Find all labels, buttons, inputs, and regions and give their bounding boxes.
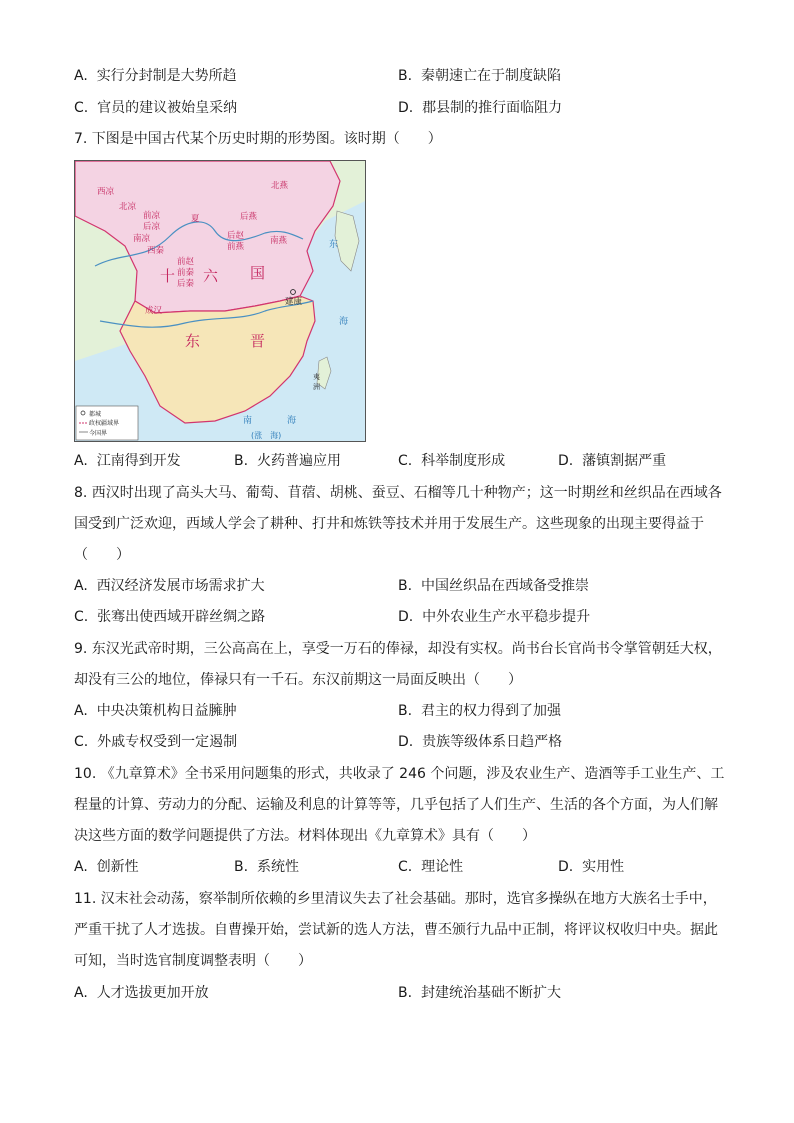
label-xia: 夏 bbox=[191, 214, 200, 224]
option-letter: B. bbox=[398, 703, 413, 719]
label-nanliang: 南凉 bbox=[133, 234, 151, 244]
q8-stem-line-3: （ ） bbox=[74, 547, 130, 563]
option-letter: C. bbox=[74, 100, 89, 116]
option-letter: C. bbox=[74, 734, 89, 750]
q11-stem-line-2: 严重干扰了人才选拔。自曹操开始，尝试新的选人方法，曹丕颁行九品中正制，将评议权收归中央。据此 bbox=[74, 922, 718, 938]
option-text: 藩镇割据严重 bbox=[582, 453, 667, 469]
label-shiliuguo-1: 十 bbox=[160, 267, 176, 285]
label-xiliang: 西凉 bbox=[97, 187, 115, 197]
option-letter: A. bbox=[74, 859, 88, 875]
q9-stem-line-2: 却没有三公的地位，俸禄只有一千石。东汉前期这一局面反映出（ ） bbox=[74, 672, 522, 688]
option-text: 理论性 bbox=[421, 859, 464, 875]
option-letter: D. bbox=[398, 734, 414, 750]
label-qianzhao: 前赵 bbox=[177, 257, 195, 267]
map-svg bbox=[75, 161, 365, 441]
label-dongjin-2: 晋 bbox=[250, 332, 266, 350]
label-beiliang: 北凉 bbox=[119, 202, 137, 212]
peninsula bbox=[335, 211, 359, 271]
label-qianyan: 前燕 bbox=[227, 242, 245, 252]
q8-option-d[interactable] bbox=[398, 607, 590, 627]
q6-option-c[interactable] bbox=[74, 98, 237, 118]
option-letter: C. bbox=[398, 453, 413, 469]
option-text: 中央决策机构日益臃肿 bbox=[96, 703, 237, 719]
q6-option-d[interactable] bbox=[398, 98, 562, 118]
option-letter: C. bbox=[74, 609, 89, 625]
q9-option-c[interactable] bbox=[74, 732, 237, 752]
option-letter: D. bbox=[398, 609, 414, 625]
option-letter: B. bbox=[234, 859, 249, 875]
option-text: 人才选拔更加开放 bbox=[96, 985, 209, 1001]
option-text: 江南得到开发 bbox=[96, 453, 181, 469]
option-text: 火药普遍应用 bbox=[256, 453, 341, 469]
q10-option-a[interactable] bbox=[74, 857, 139, 877]
q10-option-b[interactable] bbox=[234, 857, 299, 877]
q8-option-b[interactable] bbox=[398, 576, 589, 596]
q9-option-a[interactable] bbox=[74, 701, 237, 721]
label-qianqin: 前秦 bbox=[177, 268, 195, 278]
label-chenghan: 成汉 bbox=[145, 306, 163, 316]
label-yizhou-2: 洲 bbox=[313, 383, 320, 391]
q10-stem-line-2: 程量的计算、劳动力的分配、运输及利息的计算等等，几乎包括了人们生产、生活的各个方面，为人们解 bbox=[74, 797, 718, 813]
q8-stem-line-1: 8. 西汉时出现了高头大马、葡萄、苜蓿、胡桃、蚕豆、石榴等几十种物产；这一时期丝和丝织品在西域各 bbox=[74, 485, 722, 501]
label-xiqin: 西秦 bbox=[147, 246, 165, 256]
q10-stem-line-1: 10. 《九章算术》全书采用问题集的形式，共收录了 246 个问题，涉及农业生产、造酒等手工业生产、工 bbox=[74, 766, 725, 782]
legend-regime-border: 政权疆域界 bbox=[89, 420, 120, 427]
option-letter: A. bbox=[74, 453, 88, 469]
label-houliang: 后凉 bbox=[143, 222, 161, 232]
historical-map bbox=[74, 160, 366, 442]
label-yizhou-1: 夷 bbox=[313, 373, 320, 381]
label-nanhai-1: 南 bbox=[243, 416, 253, 426]
q6-option-a[interactable] bbox=[74, 66, 237, 86]
option-letter: B. bbox=[398, 578, 413, 594]
option-text: 张骞出使西域开辟丝绸之路 bbox=[97, 609, 266, 625]
label-shiliuguo-3: 国 bbox=[250, 264, 266, 282]
q8-option-a[interactable] bbox=[74, 576, 265, 596]
q9-option-d[interactable] bbox=[398, 732, 562, 752]
q10-option-d[interactable] bbox=[558, 857, 624, 877]
option-letter: A. bbox=[74, 68, 88, 84]
q11-option-a[interactable] bbox=[74, 983, 209, 1003]
q10-stem-line-3: 决这些方面的数学问题提供了方法。材料体现出《九章算术》具有（ ） bbox=[74, 828, 536, 844]
q8-option-c[interactable] bbox=[74, 607, 265, 627]
q7-stem: 7. 下图是中国古代某个历史时期的形势图。该时期（ ） bbox=[74, 131, 442, 147]
label-nanyan: 南燕 bbox=[270, 236, 288, 246]
label-jiankang: 建康 bbox=[285, 297, 303, 307]
label-donghai-2: 海 bbox=[339, 317, 349, 327]
q11-option-b[interactable] bbox=[398, 983, 561, 1003]
label-donghai-1: 东 bbox=[329, 240, 339, 250]
option-letter: D. bbox=[398, 100, 414, 116]
legend-modern-border: 今国界 bbox=[89, 430, 108, 437]
option-letter: D. bbox=[558, 859, 574, 875]
label-nanhai-2: 海 bbox=[287, 416, 297, 426]
option-letter: A. bbox=[74, 578, 88, 594]
option-text: 外戚专权受到一定遏制 bbox=[97, 734, 238, 750]
label-zhanghai: (涨 海) bbox=[251, 431, 282, 440]
label-houzhao: 后赵 bbox=[227, 231, 245, 241]
q11-stem-line-3: 可知，当时选官制度调整表明（ ） bbox=[74, 953, 312, 969]
q7-option-b[interactable] bbox=[234, 451, 341, 471]
q7-option-c[interactable] bbox=[398, 451, 505, 471]
q7-option-d[interactable] bbox=[558, 451, 666, 471]
q8-stem-line-2: 国受到广泛欢迎，西域人学会了耕种、打井和炼铁等技术并用于发展生产。这些现象的出现主要得益于 bbox=[74, 516, 704, 532]
option-text: 官员的建议被始皇采纳 bbox=[97, 100, 238, 116]
option-letter: A. bbox=[74, 985, 88, 1001]
option-letter: A. bbox=[74, 703, 88, 719]
option-text: 西汉经济发展市场需求扩大 bbox=[96, 578, 265, 594]
option-text: 创新性 bbox=[96, 859, 139, 875]
legend-capital: 都城 bbox=[89, 411, 102, 418]
q10-option-c[interactable] bbox=[398, 857, 463, 877]
option-letter: C. bbox=[398, 859, 413, 875]
option-text: 科举制度形成 bbox=[421, 453, 506, 469]
option-text: 实用性 bbox=[582, 859, 625, 875]
label-dongjin-1: 东 bbox=[185, 332, 201, 350]
label-houqin: 后秦 bbox=[177, 279, 195, 289]
option-text: 封建统治基础不断扩大 bbox=[420, 985, 561, 1001]
label-shiliuguo-2: 六 bbox=[203, 267, 219, 285]
option-text: 郡县制的推行面临阻力 bbox=[422, 100, 563, 116]
option-letter: B. bbox=[234, 453, 249, 469]
option-text: 中外农业生产水平稳步提升 bbox=[422, 609, 591, 625]
q9-option-b[interactable] bbox=[398, 701, 561, 721]
label-beiyan: 北燕 bbox=[271, 181, 289, 191]
option-text: 贵族等级体系日趋严格 bbox=[422, 734, 563, 750]
option-text: 中国丝织品在西域备受推崇 bbox=[420, 578, 589, 594]
label-houyan: 后燕 bbox=[240, 212, 258, 222]
q6-option-b[interactable] bbox=[398, 66, 561, 86]
label-qianliang: 前凉 bbox=[143, 211, 161, 221]
option-letter: B. bbox=[398, 68, 413, 84]
option-letter: B. bbox=[398, 985, 413, 1001]
q9-stem-line-1: 9. 东汉光武帝时期，三公高高在上，享受一万石的俸禄，却没有实权。尚书台长官尚书令掌管朝廷大权， bbox=[74, 641, 722, 657]
option-text: 秦朝速亡在于制度缺陷 bbox=[420, 68, 561, 84]
option-text: 实行分封制是大势所趋 bbox=[96, 68, 237, 84]
option-text: 君主的权力得到了加强 bbox=[420, 703, 561, 719]
option-letter: D. bbox=[558, 453, 574, 469]
option-text: 系统性 bbox=[256, 859, 299, 875]
q7-option-a[interactable] bbox=[74, 451, 181, 471]
q11-stem-line-1: 11. 汉末社会动荡，察举制所依赖的乡里清议失去了社会基础。那时，选官多操纵在地方大族名士手中， bbox=[74, 891, 717, 907]
